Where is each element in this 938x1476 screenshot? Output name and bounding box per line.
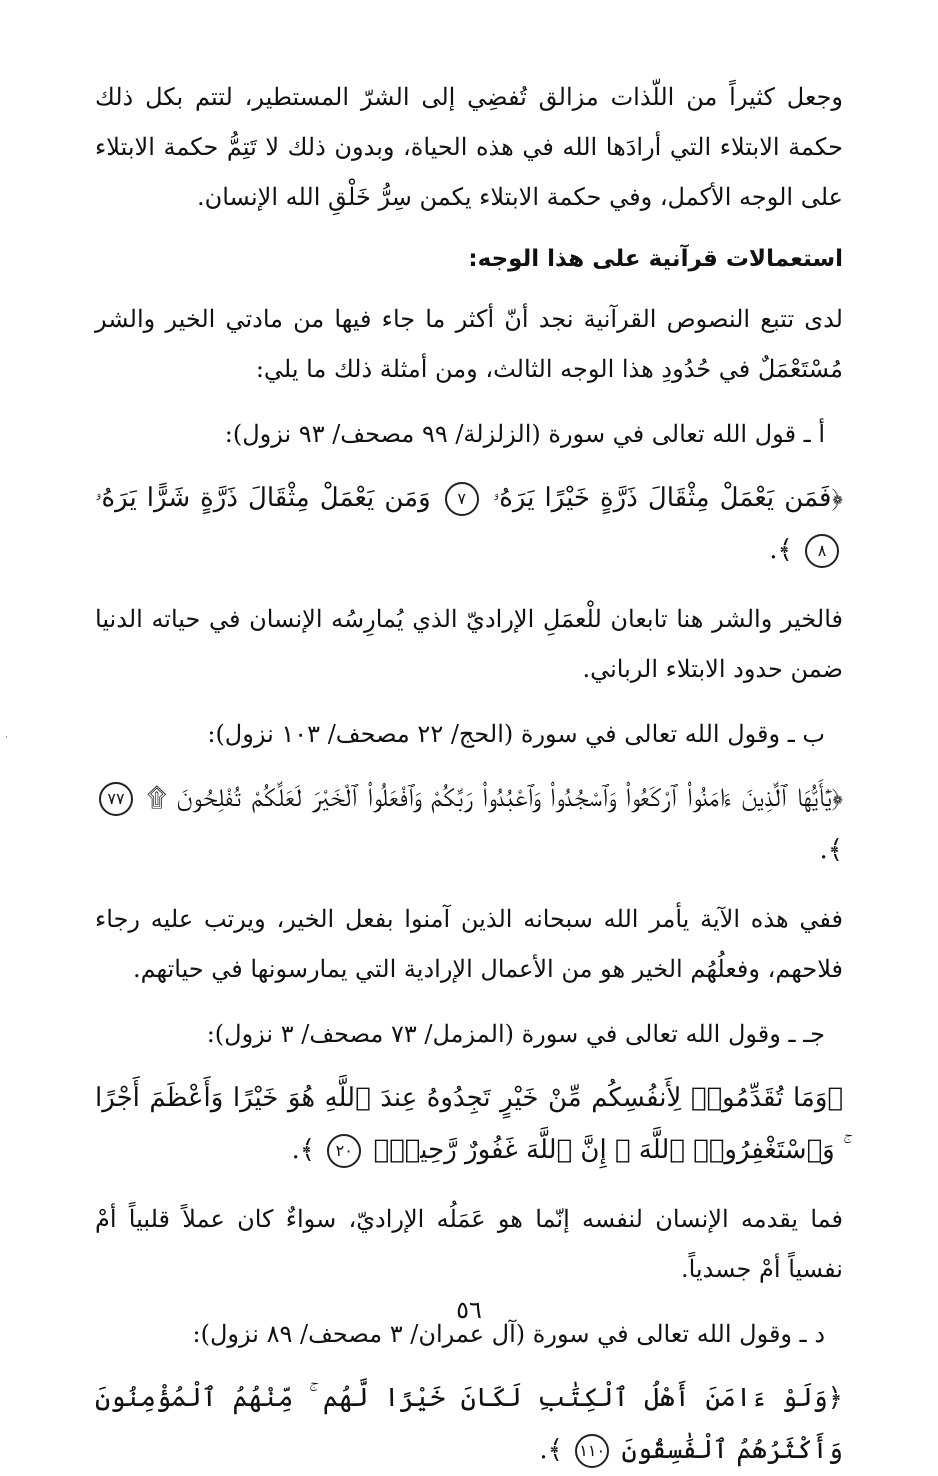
example-c-verse <box>95 1072 843 1176</box>
ayah-number-marker: ١١٠ <box>575 1434 609 1468</box>
example-a-intro: أ ـ قول الله تعالى في سورة (الزلزلة/ ٩٩ مصحف/ ٩٣ نزول): <box>224 420 825 448</box>
verse-text: ﴿فَمَن يَعْمَلْ مِثْقَالَ ذَرَّةٍ خَيْرًا يَرَهُۥ <box>492 483 844 513</box>
section-heading: استعمالات قرآنية على هذا الوجه: <box>468 246 843 272</box>
verse-text: ﴿وَمَا تُقَدِّمُوا۟ لِأَنفُسِكُم مِّنْ خَيْرٍ تَجِدُوهُ عِندَ ٱللَّهِ هُوَ خَيْرًا وَأَعْظَمَ أَجْرًا ۚ وَٱسْتَغْفِرُوا۟ ٱللَّهَ ۖ إِنَّ ٱللَّهَ غَفُورٌ رَّحِيمٌۢ <box>95 1083 843 1165</box>
ayah-number-marker: ٢٠ <box>327 1134 361 1168</box>
page-number: ٥٦ <box>456 1296 482 1324</box>
example-d-verse <box>95 1372 843 1476</box>
paragraph-command-to-do-good: ففي هذه الآية يأمر الله سبحانه الذين آمنوا بفعل الخير، ويرتب عليه رجاء فلاحهم، وفعلُهُم الخير هو من الأعمال الإرادية التي يمارسونها في حياتهم. <box>95 905 843 983</box>
paragraph-voluntary-deed: فما يقدمه الإنسان لنفسه إنّما هو عَمَلُه الإراديّ، سواءٌ كان عملاً قلبياً أمْ نفسياً أمْ جسدياً. <box>95 1205 843 1283</box>
paragraph-good-and-evil: فالخير والشر هنا تابعان للْعمَلِ الإراديّ الذي يُمارِسُه الإنسان في حياته الدنيا ضمن حدود الابتلاء الرباني. <box>95 605 843 683</box>
verse-end: ﴾. <box>291 1135 315 1165</box>
paragraph-quranic-uses: لدى تتبع النصوص القرآنية نجد أنّ أكثر ما جاء فيها من مادتي الخير والشر مُسْتَعْمَلٌ في حُدُودِ هذا الوجه الثالث، ومن أمثلة ذلك ما يلي: <box>95 305 843 383</box>
verse-end: ﴾. <box>769 535 793 565</box>
verse-text: ﴿يَٰٓأَيُّهَا ٱلَّذِينَ ءَامَنُوا۟ ٱرْكَعُوا۟ وَٱسْجُدُوا۟ وَٱعْبُدُوا۟ رَبَّكُمْ وَٱفْعَلُوا۟ ٱلْخَيْرَ لَعَلَّكُمْ تُفْلِحُونَ ۩ <box>146 783 844 813</box>
verse-text: وَمَن يَعْمَلْ مِثْقَالَ ذَرَّةٍ شَرًّا يَرَهُۥ <box>95 483 431 513</box>
example-d-intro: د ـ وقول الله تعالى في سورة (آل عمران/ ٣ مصحف/ ٨٩ نزول): <box>192 1320 825 1348</box>
ayah-number-marker: ٧ <box>445 482 479 516</box>
example-c-intro: جـ ـ وقول الله تعالى في سورة (المزمل/ ٧٣ مصحف/ ٣ نزول): <box>206 1020 825 1048</box>
verse-text: ﴿وَلَوْ ءَامَنَ أَهْلُ ٱلْكِتَٰبِ لَكَانَ خَيْرًا لَّهُم ۚ مِّنْهُمُ ٱلْمُؤْمِنُونَ وَأَكْثَرُهُمُ ٱلْفَٰسِقُونَ <box>95 1383 843 1465</box>
example-b-intro: ب ـ وقول الله تعالى في سورة (الحج/ ٢٢ مصحف/ ١٠٣ نزول): <box>207 720 825 748</box>
example-a-verse <box>95 472 843 576</box>
example-b-verse <box>95 772 843 876</box>
paragraph-wisdom-of-trial: وجعل كثيراً من اللّذات مزالق تُفضِي إلى الشرّ المستطير، لتتم بكل ذلك حكمة الابتلاء التي أرادَها الله في هذه الحياة، وبدون ذلك لا تَتِمُّ حكمة الابتلاء على الوجه الأكمل، وفي حكمة الابتلاء يكمن سِرُّ خَلْقِ الله الإنسان. <box>95 83 844 211</box>
book-page <box>95 72 844 1465</box>
verse-end: ﴾. <box>819 835 843 865</box>
margin-mark <box>6 736 7 738</box>
ayah-number-marker: ٧٧ <box>99 782 133 816</box>
ayah-number-marker: ٨ <box>805 534 839 568</box>
verse-end: ﴾. <box>539 1435 563 1465</box>
